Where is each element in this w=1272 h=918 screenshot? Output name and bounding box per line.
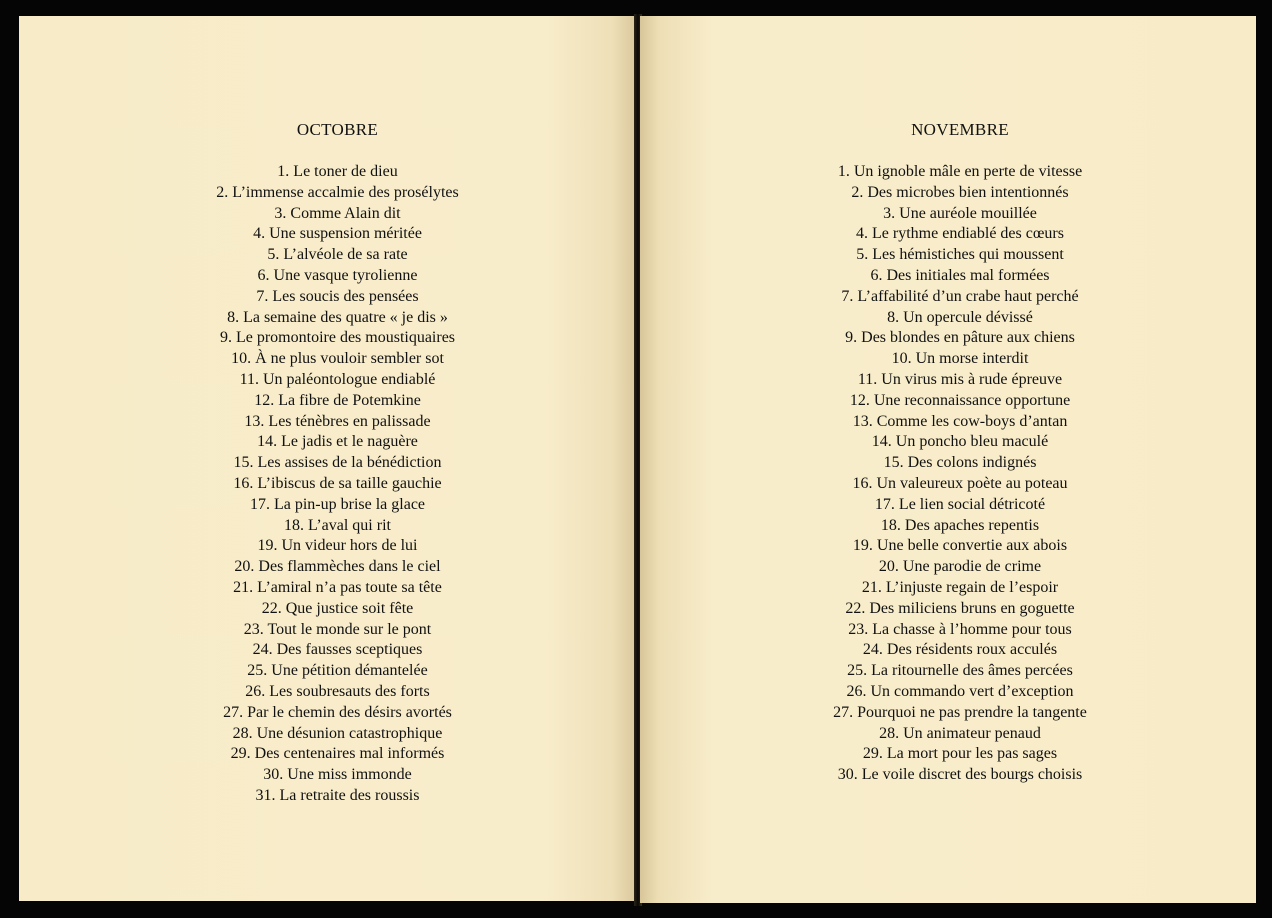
list-item: 29. La mort pour les pas sages — [862, 745, 1058, 763]
list-item: 22. Des miliciens bruns en goguette — [845, 599, 1075, 617]
list-item: 28. Un animateur penaud — [879, 724, 1041, 742]
list-item: 16. L’ibiscus de sa taille gauchie — [233, 474, 442, 492]
list-item: 25. Une pétition démantelée — [247, 662, 428, 680]
list-item: 10. Un morse interdit — [891, 350, 1029, 368]
list-item: 1. Un ignoble mâle en perte de vitesse — [837, 163, 1083, 180]
list-item: 17. Le lien social détricoté — [874, 495, 1046, 513]
list-item: 7. Les soucis des pensées — [256, 287, 419, 305]
list-item: 21. L’amiral n’a pas toute sa tête — [233, 578, 442, 596]
list-item: 31. La retraite des roussis — [255, 786, 420, 804]
list-item: 24. Des fausses sceptiques — [252, 641, 423, 659]
list-item: 10. À ne plus vouloir sembler sot — [231, 350, 444, 368]
list-item: 23. La chasse à l’homme pour tous — [848, 620, 1072, 638]
list-item: 20. Des flammèches dans le ciel — [234, 558, 441, 576]
list-item: 11. Un paléontologue endiablé — [239, 370, 436, 388]
list-item: 28. Une désunion catastrophique — [232, 724, 443, 742]
list-item: 13. Comme les cow-boys d’antan — [852, 412, 1068, 430]
list-item: 27. Par le chemin des désirs avortés — [223, 703, 452, 721]
list-item: 14. Le jadis et le naguère — [257, 433, 418, 451]
list-item: 26. Un commando vert d’exception — [846, 682, 1074, 700]
right-entry-list — [640, 162, 1256, 786]
list-item: 30. Le voile discret des bourgs choisis — [837, 766, 1083, 784]
list-item: 24. Des résidents roux acculés — [862, 641, 1058, 659]
list-item: 4. Le rythme endiablé des cœurs — [856, 225, 1064, 243]
list-item: 1. Le toner de dieu — [277, 163, 398, 180]
list-item: 18. L’aval qui rit — [284, 516, 391, 534]
left-page — [19, 16, 637, 901]
list-item: 14. Un poncho bleu maculé — [871, 433, 1049, 451]
list-item: 9. Le promontoire des moustiquaires — [219, 329, 456, 347]
list-item: 26. Les soubresauts des forts — [245, 682, 430, 700]
list-item: 9. Des blondes en pâture aux chiens — [845, 329, 1075, 347]
right-page — [640, 16, 1256, 903]
list-item: 4. Une suspension méritée — [253, 225, 422, 243]
left-page-title: OCTOBRE — [296, 120, 379, 139]
list-item: 13. Les ténèbres en palissade — [244, 412, 431, 430]
list-item: 15. Des colons indignés — [883, 454, 1037, 472]
list-item: 2. Des microbes bien intentionnés — [851, 183, 1069, 201]
list-item: 16. Un valeureux poète au poteau — [852, 474, 1068, 492]
list-item: 3. Comme Alain dit — [274, 204, 401, 222]
list-item: 15. Les assises de la bénédiction — [233, 454, 442, 472]
list-item: 23. Tout le monde sur le pont — [243, 620, 432, 638]
list-item: 7. L’affabilité d’un crabe haut perché — [841, 287, 1079, 305]
list-item: 8. Un opercule dévissé — [887, 308, 1033, 326]
list-item: 25. La ritournelle des âmes percées — [847, 662, 1073, 680]
list-item: 12. Une reconnaissance opportune — [849, 391, 1071, 409]
list-item: 12. La fibre de Potemkine — [254, 391, 421, 409]
list-item: 22. Que justice soit fête — [261, 599, 414, 617]
list-item: 8. La semaine des quatre « je dis » — [227, 308, 448, 326]
list-item: 19. Un videur hors de lui — [257, 537, 418, 555]
list-item: 5. Les hémistiches qui moussent — [856, 246, 1064, 264]
right-page-title: NOVEMBRE — [911, 120, 1009, 139]
left-entry-list — [19, 162, 637, 807]
list-item: 2. L’immense accalmie des prosélytes — [216, 183, 459, 201]
list-item: 27. Pourquoi ne pas prendre la tangente — [833, 703, 1087, 721]
list-item: 29. Des centenaires mal informés — [230, 745, 445, 763]
list-item: 20. Une parodie de crime — [878, 558, 1042, 576]
list-item: 21. L’injuste regain de l’espoir — [861, 578, 1059, 596]
list-item: 30. Une miss immonde — [263, 766, 412, 784]
list-item: 3. Une auréole mouillée — [883, 204, 1037, 222]
list-item: 11. Un virus mis à rude épreuve — [857, 370, 1063, 388]
list-item: 5. L’alvéole de sa rate — [267, 246, 408, 264]
list-item: 6. Une vasque tyrolienne — [257, 266, 418, 284]
list-item: 19. Une belle convertie aux abois — [852, 537, 1068, 555]
list-item: 17. La pin-up brise la glace — [249, 495, 426, 513]
list-item: 18. Des apaches repentis — [880, 516, 1040, 534]
list-item: 6. Des initiales mal formées — [870, 266, 1050, 284]
